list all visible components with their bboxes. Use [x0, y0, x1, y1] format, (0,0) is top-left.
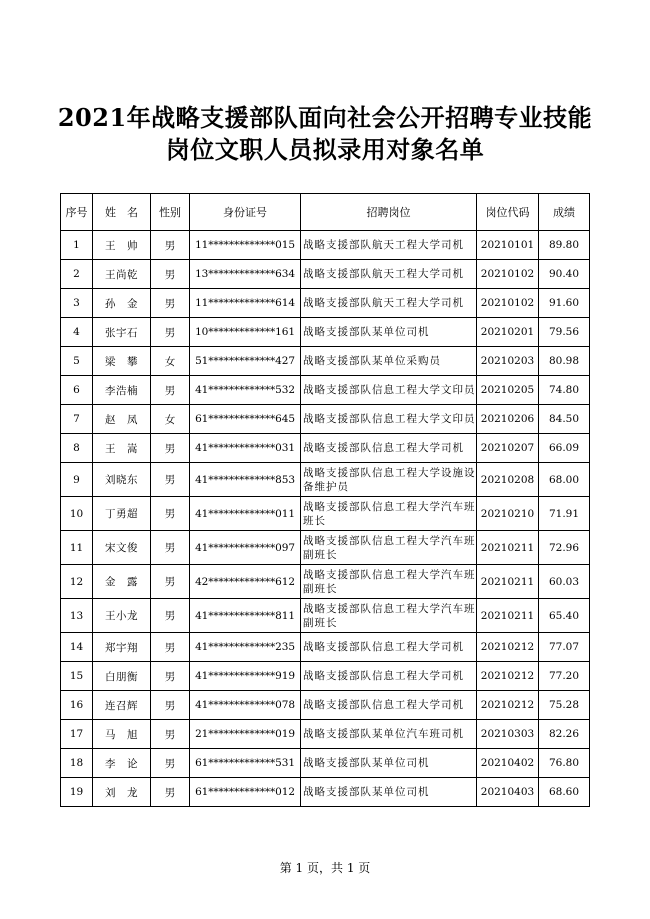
cell-post: 战略支援部队信息工程大学汽车班副班长 [301, 565, 477, 599]
cell-sex: 男 [151, 662, 190, 691]
cell-post: 战略支援部队信息工程大学汽车班副班长 [301, 599, 477, 633]
cell-seq: 4 [61, 318, 93, 347]
cell-name: 王 帅 [93, 231, 151, 260]
cell-name: 王尚乾 [93, 260, 151, 289]
table-row [61, 662, 590, 691]
cell-sex: 男 [151, 778, 190, 807]
table-row [61, 497, 590, 531]
header-score: 成绩 [539, 194, 590, 231]
table-row [61, 434, 590, 463]
cell-id-number: 41*************078 [190, 691, 301, 720]
cell-score: 65.40 [539, 599, 590, 633]
cell-post-code: 20210205 [477, 376, 539, 405]
cell-post: 战略支援部队信息工程大学汽车班班长 [301, 497, 477, 531]
cell-seq: 17 [61, 720, 93, 749]
cell-name: 王 嵩 [93, 434, 151, 463]
cell-id-number: 11*************015 [190, 231, 301, 260]
table-row [61, 599, 590, 633]
cell-score: 71.91 [539, 497, 590, 531]
cell-score: 68.00 [539, 463, 590, 497]
cell-name: 王小龙 [93, 599, 151, 633]
cell-seq: 13 [61, 599, 93, 633]
cell-score: 82.26 [539, 720, 590, 749]
cell-id-number: 42*************612 [190, 565, 301, 599]
cell-post-code: 20210402 [477, 749, 539, 778]
cell-sex: 男 [151, 289, 190, 318]
cell-post: 战略支援部队某单位司机 [301, 318, 477, 347]
cell-seq: 8 [61, 434, 93, 463]
table-row [61, 347, 590, 376]
cell-sex: 男 [151, 231, 190, 260]
cell-sex: 男 [151, 434, 190, 463]
cell-post-code: 20210102 [477, 260, 539, 289]
cell-sex: 男 [151, 720, 190, 749]
cell-sex: 男 [151, 260, 190, 289]
cell-seq: 12 [61, 565, 93, 599]
cell-post: 战略支援部队信息工程大学司机 [301, 434, 477, 463]
cell-score: 66.09 [539, 434, 590, 463]
cell-post-code: 20210211 [477, 599, 539, 633]
cell-score: 90.40 [539, 260, 590, 289]
cell-score: 75.28 [539, 691, 590, 720]
cell-id-number: 41*************011 [190, 497, 301, 531]
cell-seq: 14 [61, 633, 93, 662]
cell-seq: 2 [61, 260, 93, 289]
cell-sex: 男 [151, 633, 190, 662]
cell-post: 战略支援部队某单位采购员 [301, 347, 477, 376]
table-row [61, 318, 590, 347]
cell-name: 马 旭 [93, 720, 151, 749]
cell-seq: 11 [61, 531, 93, 565]
cell-seq: 18 [61, 749, 93, 778]
cell-seq: 5 [61, 347, 93, 376]
header-post: 招聘岗位 [301, 194, 477, 231]
cell-post: 战略支援部队航天工程大学司机 [301, 260, 477, 289]
cell-score: 91.60 [539, 289, 590, 318]
cell-name: 孙 金 [93, 289, 151, 318]
cell-post-code: 20210203 [477, 347, 539, 376]
cell-sex: 男 [151, 691, 190, 720]
cell-id-number: 61*************531 [190, 749, 301, 778]
cell-post-code: 20210212 [477, 691, 539, 720]
cell-score: 72.96 [539, 531, 590, 565]
cell-id-number: 41*************031 [190, 434, 301, 463]
table-row [61, 260, 590, 289]
cell-name: 李浩楠 [93, 376, 151, 405]
document-title-line1: 2021年战略支援部队面向社会公开招聘专业技能 [57, 103, 593, 132]
cell-post-code: 20210403 [477, 778, 539, 807]
cell-sex: 男 [151, 565, 190, 599]
cell-post: 战略支援部队信息工程大学文印员 [301, 405, 477, 434]
table-row [61, 749, 590, 778]
table-row [61, 778, 590, 807]
cell-seq: 15 [61, 662, 93, 691]
cell-name: 梁 攀 [93, 347, 151, 376]
cell-post: 战略支援部队信息工程大学司机 [301, 633, 477, 662]
cell-name: 金 露 [93, 565, 151, 599]
cell-post-code: 20210101 [477, 231, 539, 260]
cell-sex: 女 [151, 347, 190, 376]
cell-id-number: 51*************427 [190, 347, 301, 376]
cell-post-code: 20210208 [477, 463, 539, 497]
header-name: 姓 名 [93, 194, 151, 231]
cell-sex: 男 [151, 749, 190, 778]
cell-seq: 6 [61, 376, 93, 405]
header-seq: 序号 [61, 194, 93, 231]
table-row [61, 289, 590, 318]
cell-name: 张宇石 [93, 318, 151, 347]
cell-score: 60.03 [539, 565, 590, 599]
cell-post-code: 20210207 [477, 434, 539, 463]
cell-post-code: 20210303 [477, 720, 539, 749]
cell-id-number: 21*************019 [190, 720, 301, 749]
cell-post-code: 20210212 [477, 633, 539, 662]
table-row [61, 633, 590, 662]
cell-id-number: 61*************012 [190, 778, 301, 807]
cell-post-code: 20210211 [477, 531, 539, 565]
table-body [61, 231, 590, 807]
cell-post-code: 20210212 [477, 662, 539, 691]
cell-id-number: 41*************811 [190, 599, 301, 633]
table-row [61, 463, 590, 497]
table-row [61, 565, 590, 599]
cell-score: 77.20 [539, 662, 590, 691]
cell-name: 宋文俊 [93, 531, 151, 565]
table-row [61, 376, 590, 405]
table-row [61, 691, 590, 720]
cell-post-code: 20210210 [477, 497, 539, 531]
cell-score: 84.50 [539, 405, 590, 434]
cell-score: 79.56 [539, 318, 590, 347]
cell-post-code: 20210201 [477, 318, 539, 347]
cell-sex: 女 [151, 405, 190, 434]
cell-score: 68.60 [539, 778, 590, 807]
cell-score: 77.07 [539, 633, 590, 662]
cell-post: 战略支援部队信息工程大学文印员 [301, 376, 477, 405]
header-id: 身份证号 [190, 194, 301, 231]
cell-seq: 19 [61, 778, 93, 807]
cell-id-number: 41*************532 [190, 376, 301, 405]
table-row [61, 405, 590, 434]
cell-id-number: 41*************853 [190, 463, 301, 497]
header-sex: 性别 [151, 194, 190, 231]
cell-id-number: 41*************919 [190, 662, 301, 691]
cell-post: 战略支援部队航天工程大学司机 [301, 231, 477, 260]
cell-id-number: 41*************235 [190, 633, 301, 662]
cell-post-code: 20210211 [477, 565, 539, 599]
cell-seq: 16 [61, 691, 93, 720]
cell-name: 连召辉 [93, 691, 151, 720]
cell-score: 74.80 [539, 376, 590, 405]
table-row [61, 231, 590, 260]
cell-seq: 7 [61, 405, 93, 434]
cell-name: 郑宇翔 [93, 633, 151, 662]
cell-post: 战略支援部队信息工程大学司机 [301, 662, 477, 691]
cell-id-number: 61*************645 [190, 405, 301, 434]
cell-id-number: 13*************634 [190, 260, 301, 289]
cell-name: 刘晓东 [93, 463, 151, 497]
table-row [61, 720, 590, 749]
cell-id-number: 10*************161 [190, 318, 301, 347]
cell-post: 战略支援部队某单位汽车班司机 [301, 720, 477, 749]
cell-sex: 男 [151, 497, 190, 531]
cell-post: 战略支援部队航天工程大学司机 [301, 289, 477, 318]
cell-score: 76.80 [539, 749, 590, 778]
cell-post: 战略支援部队信息工程大学司机 [301, 691, 477, 720]
cell-post-code: 20210102 [477, 289, 539, 318]
table-row [61, 531, 590, 565]
cell-sex: 男 [151, 463, 190, 497]
cell-score: 89.80 [539, 231, 590, 260]
header-code: 岗位代码 [477, 194, 539, 231]
cell-seq: 1 [61, 231, 93, 260]
cell-seq: 3 [61, 289, 93, 318]
cell-name: 李 论 [93, 749, 151, 778]
cell-seq: 10 [61, 497, 93, 531]
cell-sex: 男 [151, 599, 190, 633]
cell-sex: 男 [151, 318, 190, 347]
cell-id-number: 11*************614 [190, 289, 301, 318]
cell-name: 刘 龙 [93, 778, 151, 807]
cell-post-code: 20210206 [477, 405, 539, 434]
cell-post: 战略支援部队信息工程大学设施设备维护员 [301, 463, 477, 497]
cell-name: 白朋衡 [93, 662, 151, 691]
page-footer: 第 1 页，共 1 页 [279, 861, 371, 875]
cell-sex: 男 [151, 531, 190, 565]
cell-name: 赵 凤 [93, 405, 151, 434]
cell-score: 80.98 [539, 347, 590, 376]
recruitment-roster-table [60, 193, 590, 807]
cell-id-number: 41*************097 [190, 531, 301, 565]
table-header-row [61, 194, 590, 231]
cell-post: 战略支援部队某单位司机 [301, 778, 477, 807]
cell-post: 战略支援部队某单位司机 [301, 749, 477, 778]
cell-seq: 9 [61, 463, 93, 497]
document-title-line2: 岗位文职人员拟录用对象名单 [165, 135, 485, 164]
cell-post: 战略支援部队信息工程大学汽车班副班长 [301, 531, 477, 565]
cell-sex: 男 [151, 376, 190, 405]
cell-name: 丁勇超 [93, 497, 151, 531]
